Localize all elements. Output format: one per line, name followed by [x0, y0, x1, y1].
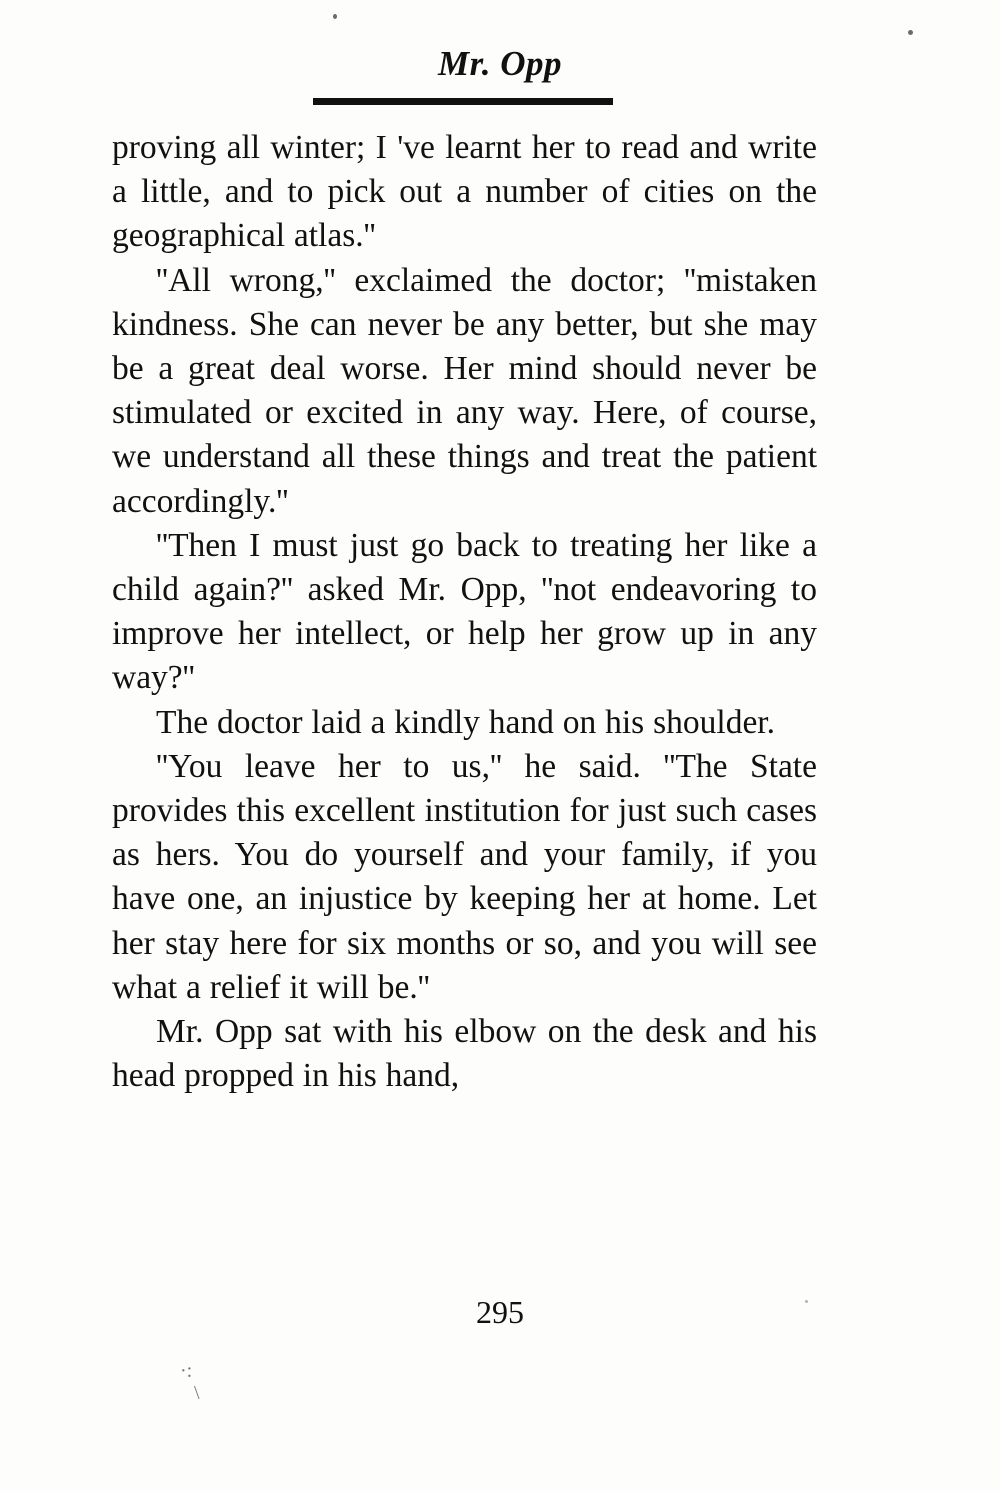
paragraph: ''You leave her to us,'' he said. ''The State provides this excellent institution for just such cases as hers. You do yourself and your family, if you have one, an injustice by keeping her at home. Let her stay here for six months or so, and you will see what a relief it will be.''	[112, 747, 817, 1006]
page-number: 295	[476, 1294, 524, 1330]
header-rule	[313, 98, 613, 105]
paragraph: ''Then I must just go back to treating her like a child again?'' asked Mr. Opp, ''not endeavoring to improve her intellect, or help her grow up in any way?''	[112, 526, 817, 697]
page-speck	[908, 30, 913, 35]
body-text	[112, 126, 817, 1098]
margin-mark-line-2: \	[194, 1382, 200, 1404]
paragraph: ''All wrong,'' exclaimed the doctor; ''mistaken kindness. She can never be any better, but she may be a great deal worse. Her mind should never be stimulated or excited in any way. Here, of course, we understand all these things and treat the patient accordingly.''	[112, 261, 817, 520]
paragraph: Mr. Opp sat with his elbow on the desk and his head propped in his hand,	[112, 1013, 817, 1095]
running-head: Mr. Opp	[437, 44, 563, 83]
page-speck	[333, 14, 337, 19]
margin-mark-line-1: ·:	[180, 1360, 193, 1382]
margin-mark	[180, 1360, 200, 1404]
paragraph: proving all winter; I 've learnt her to read and write a little, and to pick out a number of cities on the geographical atlas.''	[112, 129, 817, 255]
paragraph: The doctor laid a kindly hand on his shoulder.	[156, 703, 775, 741]
